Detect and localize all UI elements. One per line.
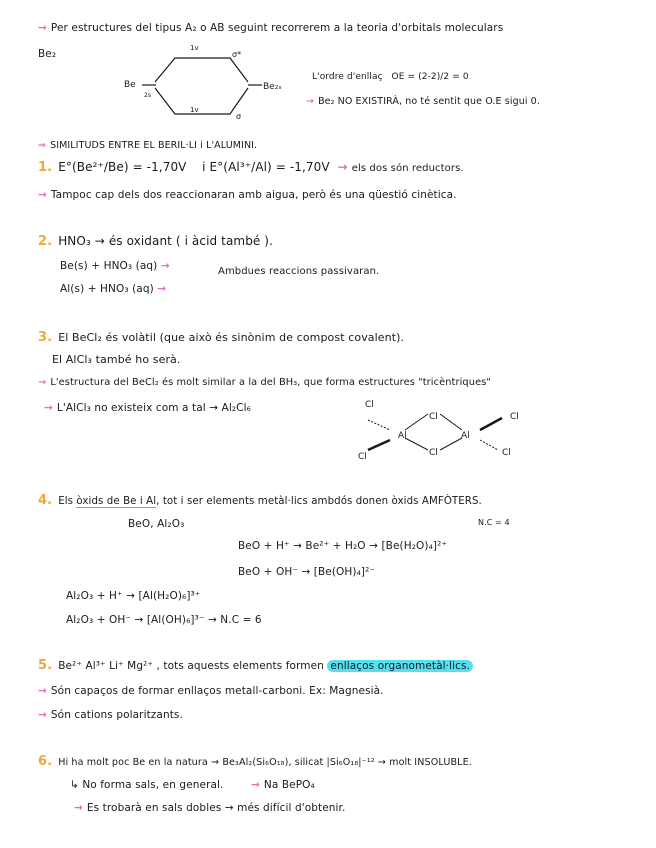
arrow-icon: → (306, 96, 315, 107)
be-right-label: Be₂ₛ (263, 82, 282, 92)
item-2-reaction-al: Al(s) + HNO₃ (aq) → (60, 283, 167, 295)
item-1-row: 1. E°(Be²⁺/Be) = -1,70V i E°(Al³⁺/Al) = -1,70V → els dos són reductors. (38, 160, 464, 175)
sigma-top-label: σ* (232, 50, 242, 59)
be-left-label: Be (124, 80, 136, 90)
up-bottom-label: 1v (190, 106, 199, 114)
item-5-note-1: → Són capaços de formar enllaços metall-carboni. Ex: Magnesià. (38, 685, 384, 697)
arrow-icon: → (74, 802, 83, 814)
highlight-organometallic: enllaços organometàl·lics. (327, 660, 473, 672)
item-4-beo-acid: BeO + H⁺ → Be²⁺ + H₂O → [Be(H₂O)₄]²⁺ (238, 540, 448, 552)
item-3-dimer-row: → L'AlCl₃ no existeix com a tal → Al₂Cl₆ (44, 402, 251, 414)
arrow-icon: → (38, 709, 47, 721)
arrow-icon: → (38, 22, 47, 34)
item-4-nc4: N.C = 4 (478, 518, 510, 527)
conclusion-row: → Be₂ NO EXISTIRÀ, no té sentit que O.E sigui 0. (306, 96, 540, 107)
item-4-row: 4. Els òxids de Be i Al, tot i ser elements metàl·lics ambdós donen òxids AMFÒTERS. (38, 493, 482, 508)
arrow-icon: → (160, 260, 170, 272)
item-6-note-1: ↳ No forma sals, en general. → Na BePO₄ (70, 779, 315, 791)
arrow-icon: → (337, 160, 348, 174)
cl-terminal-2: Cl (358, 452, 367, 462)
item-5-note-2: → Són cations polaritzants. (38, 709, 183, 721)
arrow-icon: → (38, 685, 47, 697)
intro-line: → Per estructures del tipus A₂ o AB seguint recorrerem a la teoria d'orbitals moleculars (38, 22, 504, 34)
arrow-icon: → (38, 189, 47, 201)
item-4-al2o3-acid: Al₂O₃ + H⁺ → [Al(H₂O)₆]³⁺ (66, 590, 201, 602)
arrow-icon: ⇒ (38, 140, 47, 151)
al-left-label: Al (398, 431, 407, 441)
return-arrow-icon: ↳ (70, 779, 83, 791)
bond-order-row: L'ordre d'enllaç OE = (2-2)/2 = 0 (312, 72, 469, 82)
item-5-row: 5. Be²⁺ Al³⁺ Li⁺ Mg²⁺ , tots aquests elements formen enllaços organometàl·lics. (38, 658, 473, 673)
item-2-row: 2. HNO₃ → és oxidant ( i àcid també ). (38, 234, 273, 249)
cl-bridge-bottom-label: Cl (429, 448, 438, 458)
cl-terminal-3: Cl (510, 412, 519, 422)
cl-terminal-1: Cl (365, 400, 374, 410)
arrow-icon: → (38, 377, 47, 388)
item-4-beo-base: BeO + OH⁻ → [Be(OH)₄]²⁻ (238, 566, 376, 578)
item-2-reaction-be: Be(s) + HNO₃ (aq) → (60, 260, 170, 272)
be2-label: Be₂ (38, 48, 57, 60)
cl-bridge-top-label: Cl (429, 412, 438, 422)
al-right-label: Al (461, 431, 470, 441)
item-1-note: → Tampoc cap dels dos reaccionaran amb aigua, però és una qüestió cinètica. (38, 189, 457, 201)
sigma-bottom-label: σ (236, 112, 242, 121)
mo-diagram-upper (155, 58, 248, 82)
item-3-structure: → L'estructura del BeCl₂ és molt similar a la del BH₃, que forma estructures "tricèntriques" (38, 377, 492, 388)
up-top-label: 1v (190, 44, 199, 52)
item-6-row: 6. Hi ha molt poc Be en la natura → Be₃Al₂(Si₆O₁₈), silicat |Si₆O₁₈|⁻¹² → molt INSOLUBLE. (38, 754, 472, 769)
mo-diagram-lower (155, 88, 248, 114)
item-3-al: El AlCl₃ també ho serà. (52, 353, 181, 366)
s-left-label: 2s (144, 92, 151, 99)
similarities-heading: ⇒ SIMILITUDS ENTRE EL BERIL·LI i L'ALUMINI. (38, 140, 258, 151)
item-4-oxides: BeO, Al₂O₃ (128, 518, 185, 530)
item-4-al2o3-base: Al₂O₃ + OH⁻ → [Al(OH)₆]³⁻ → N.C = 6 (66, 614, 262, 626)
item-6-note-2: → Es trobarà en sals dobles → més difícil d'obtenir. (74, 802, 346, 814)
item-2-note: Ambdues reaccions passivaran. (218, 266, 380, 277)
arrow-icon: → (157, 283, 167, 295)
item-3-row: 3. El BeCl₂ és volàtil (que això és sinònim de compost covalent). (38, 330, 405, 345)
arrow-icon: → (251, 779, 260, 791)
cl-terminal-4: Cl (502, 448, 511, 458)
arrow-icon: → (44, 402, 53, 414)
